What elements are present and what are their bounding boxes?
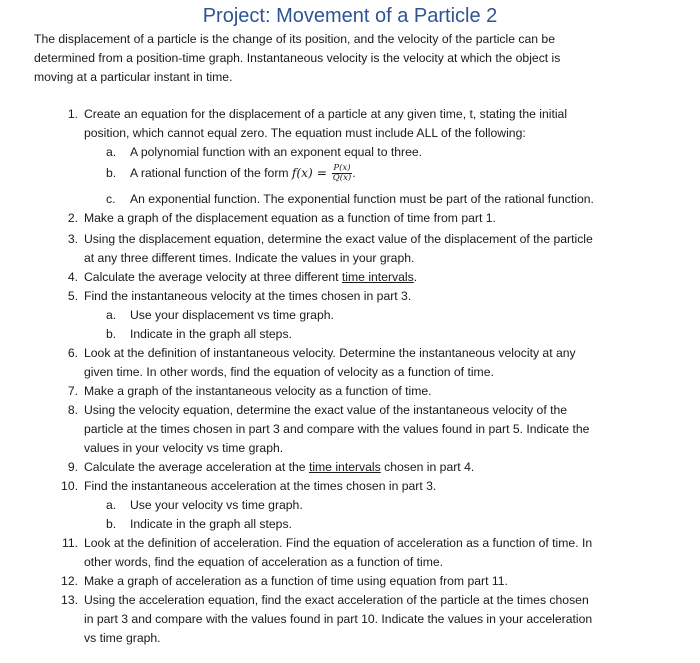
sub-item-text: An exponential function. The exponential function must be part of the rational function.: [130, 192, 594, 206]
list-item-text: at any three different times. Indicate the values in your graph.: [84, 251, 415, 265]
list-item-text: vs time graph.: [84, 631, 161, 645]
list-item-text: particle at the times chosen in part 3 and compare with the values found in part 5. Indicate the: [84, 422, 590, 436]
intro-line: The displacement of a particle is the change of its position, and the velocity of the particle can be: [34, 32, 555, 46]
intro-line: determined from a position-time graph. Instantaneous velocity is the velocity at which the object is: [34, 51, 561, 65]
sub-item-label: b.: [106, 166, 117, 180]
sub-item: [106, 325, 292, 344]
list-item-text: Using the velocity equation, determine the exact value of the instantaneous velocity of the: [84, 403, 568, 417]
list-item-text-part: chosen in part 4.: [380, 460, 475, 474]
list-item-number: 7.: [67, 384, 78, 398]
list-item-number: 8.: [67, 403, 78, 417]
page-title: Project: Movement of a Particle 2: [202, 5, 498, 27]
list-item-number: 2.: [67, 211, 78, 225]
list-item-text: [84, 268, 417, 287]
list-item-number: 4.: [67, 270, 78, 284]
sub-item-text: Use your velocity vs time graph.: [130, 498, 303, 512]
list-item-text: Make a graph of acceleration as a function of time using equation from part 11.: [84, 574, 508, 588]
list-item-text: Find the instantaneous acceleration at the times chosen in part 3.: [84, 479, 437, 493]
sub-item-label: a.: [106, 498, 117, 512]
list-item-text: Make a graph of the displacement equation as a function of time from part 1.: [84, 211, 496, 225]
list-item-number: 1.: [67, 107, 78, 121]
list-item-text: values in your velocity vs time graph.: [84, 441, 284, 455]
sub-item-label: a.: [106, 145, 117, 159]
sentence-end: .: [352, 166, 356, 180]
list-item-number: 13.: [61, 593, 78, 607]
sub-item-label: c.: [106, 192, 116, 206]
list-item-text: other words, find the equation of acceleration as a function of time.: [84, 555, 444, 569]
sub-item: [106, 143, 423, 162]
list-item-text: position, which cannot equal zero. The equation must include ALL of the following:: [84, 126, 526, 140]
list-item-text: Look at the definition of instantaneous velocity. Determine the instantaneous velocity at any: [84, 346, 576, 360]
list-item-text: Make a graph of the instantaneous velocity as a function of time.: [84, 384, 432, 398]
function-notation: f(x): [291, 166, 313, 180]
sub-item-text: Indicate in the graph all steps.: [130, 327, 292, 341]
list-item-number: 3.: [67, 232, 78, 246]
sub-item: [106, 515, 292, 534]
list-item-number: 9.: [67, 460, 78, 474]
list-item-number: 11.: [61, 536, 78, 550]
underlined-term: time intervals: [308, 460, 381, 474]
list-item-text: given time. In other words, find the equation of velocity as a function of time.: [84, 365, 494, 379]
sub-item: [106, 190, 594, 209]
sub-item-text: Indicate in the graph all steps.: [130, 517, 292, 531]
intro-paragraph: [34, 30, 674, 87]
list-item-text: in part 3 and compare with the values found in part 10. Indicate the values in your acceleration: [84, 612, 593, 626]
list-item-text-part: Calculate the average velocity at three different: [84, 270, 342, 284]
sub-item: [106, 163, 356, 184]
list-item-number: 10.: [61, 479, 78, 493]
list-item-number: 12.: [61, 574, 78, 588]
sub-item: [106, 306, 334, 325]
fraction-numerator: P(x): [333, 163, 351, 174]
list-item-text: Look at the definition of acceleration. Find the equation of acceleration as a function of time. In: [84, 536, 593, 550]
sub-item-label: a.: [106, 308, 117, 322]
list-item-text: Create an equation for the displacement of a particle at any given time, t, stating the initial: [84, 107, 568, 121]
list-item-text: [84, 458, 474, 477]
list-item-text-part: Calculate the average acceleration at the: [84, 460, 309, 474]
sub-item-label: b.: [106, 517, 117, 531]
equals-sign: =: [312, 166, 331, 180]
list-item-number: 6.: [67, 346, 78, 360]
list-item-text: Using the acceleration equation, find the exact acceleration of the particle at the times chosen: [84, 593, 589, 607]
list-item-text-part: .: [413, 270, 418, 284]
intro-line: moving at a particular instant in time.: [34, 70, 233, 84]
list-item-text: Find the instantaneous velocity at the times chosen in part 3.: [84, 289, 412, 303]
fraction: [332, 164, 352, 183]
underlined-term: time intervals: [341, 270, 414, 284]
fraction-denominator: Q(x): [332, 173, 352, 184]
sub-item-label: b.: [106, 327, 117, 341]
list-item-text: Using the displacement equation, determine the exact value of the displacement of the particle: [84, 232, 593, 246]
sub-item-text: [130, 164, 356, 183]
list-item-number: 5.: [67, 289, 78, 303]
sub-item-text: Use your displacement vs time graph.: [130, 308, 334, 322]
sub-item: [106, 496, 303, 515]
sub-item-text-part: A rational function of the form: [130, 166, 289, 180]
sub-item-text: A polynomial function with an exponent equal to three.: [130, 145, 423, 159]
